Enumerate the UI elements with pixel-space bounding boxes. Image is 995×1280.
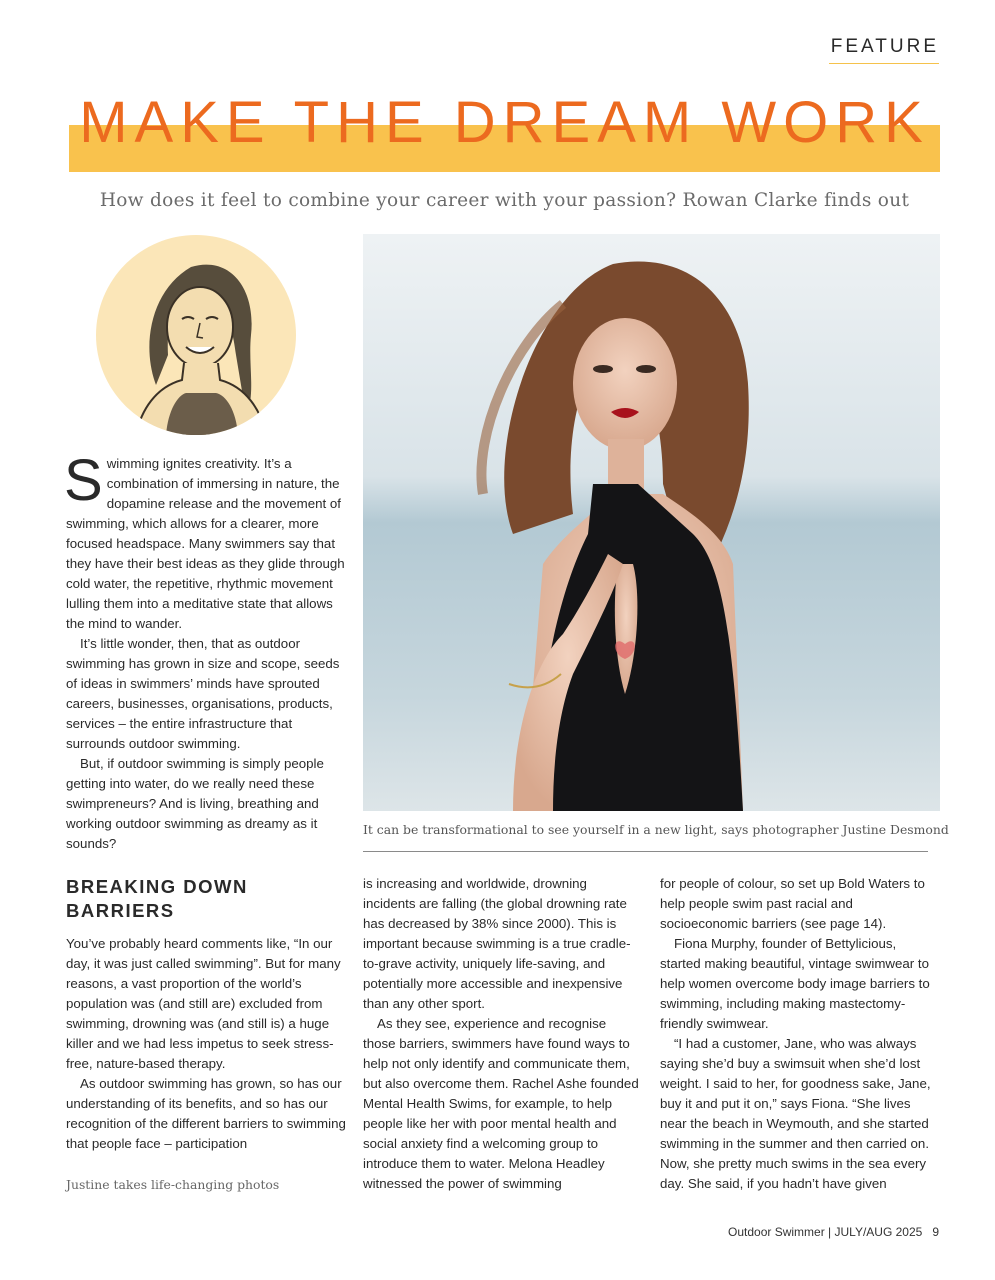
col3-paragraph-2: Fiona Murphy, founder of Bettylicious, started making beautiful, vintage swimwear to help women overcome body image barriers to swimming, including making mastectomy-friendly swimwear. (660, 936, 930, 1031)
intro-paragraph-3: But, if outdoor swimming is simply people getting into water, do we really need these swimpreneurs? And is living, breathing and working outdoor swimming as dreamy as it sounds? (66, 756, 324, 851)
author-portrait-illustration (96, 235, 296, 435)
portrait-caption: Justine takes life-changing photos (66, 1177, 280, 1192)
caption-divider (363, 851, 928, 852)
standfirst: How does it feel to combine your career with your passion? Rowan Clarke finds out (99, 190, 910, 211)
intro-paragraph-2: It’s little wonder, then, that as outdoor swimming has grown in size and scope, seeds of ideas in swimmers’ minds have sprouted careers, businesses, organisations, products, services – the entire infrastructure that surrounds outdoor swimming. (66, 636, 340, 751)
publication-issue: Outdoor Swimmer | JULY/AUG 2025 (728, 1225, 923, 1239)
body-column-1 (66, 934, 346, 1154)
feature-photo-swimsuit-model (363, 234, 940, 811)
body-column-3 (660, 874, 940, 1194)
col2-paragraph-2: As they see, experience and recognise those barriers, swimmers have found ways to help not only identify and communicate them, but also overcome them. Rachel Ashe founded Mental Health Swims, for example, to help people like her with poor mental health and social anxiety find a welcoming group to introduce them to water. Melona Headley witnessed the power of swimming (363, 1016, 639, 1191)
col1-paragraph-2: As outdoor swimming has grown, so has our understanding of its benefits, and so has our recognition of the different barriers to swimming that people face – participation (66, 1076, 346, 1151)
page-number: 9 (932, 1225, 939, 1239)
photo-caption: It can be transformational to see yourself in a new light, says photographer Justine Desmond (363, 822, 949, 837)
col1-paragraph-1: You’ve probably heard comments like, “In our day, it was just called swimming”. But for many reasons, a vast proportion of the world’s population was (and still are) excluded from swimming, drowning was (and still is) a huge killer and we had less impetus to seek stress-free, nature-based therapy. (66, 936, 341, 1071)
section-rule (829, 63, 939, 64)
section-label: FEATURE (830, 36, 939, 57)
page-folio (728, 1225, 939, 1239)
headline: MAKE THE DREAM WORK (79, 90, 930, 155)
body-column-2 (363, 874, 641, 1194)
col2-paragraph-1: is increasing and worldwide, drowning incidents are falling (the global drowning rate has decreased by 38% since 2000). This is important because swimming is a true cradle-to-grave activity, uniquely life-saving, and potentially more accessible and inexpensive than any other sport. (363, 876, 631, 1011)
subhead-breaking-down-barriers: BREAKING DOWN BARRIERS (66, 876, 248, 921)
intro-paragraph-1: Swimming ignites creativity. It’s a combination of immersing in nature, the dopamine release and the movement of swimming, which allows for a clearer, more focused headspace. Many swimmers say that they have their best ideas as they glide through cold water, the repetitive, rhythmic movement lulling them into a meditative state that allows the mind to wander. (64, 448, 345, 631)
drop-cap: S (64, 448, 103, 513)
intro-column (64, 448, 346, 854)
col3-paragraph-3: “I had a customer, Jane, who was always saying she’d buy a swimsuit when she’d lost weight. I said to her, for goodness sake, Jane, buy it and put it on,” says Fiona. “She lives near the beach in Weymouth, and she started swimming in the summer and then carried on. Now, she pretty much swims in the sea every day. She said, if you hadn’t have given (660, 1036, 931, 1191)
col3-paragraph-1: for people of colour, so set up Bold Waters to help people swim past racial and socioeconomic barriers (see page 14). (660, 876, 925, 931)
